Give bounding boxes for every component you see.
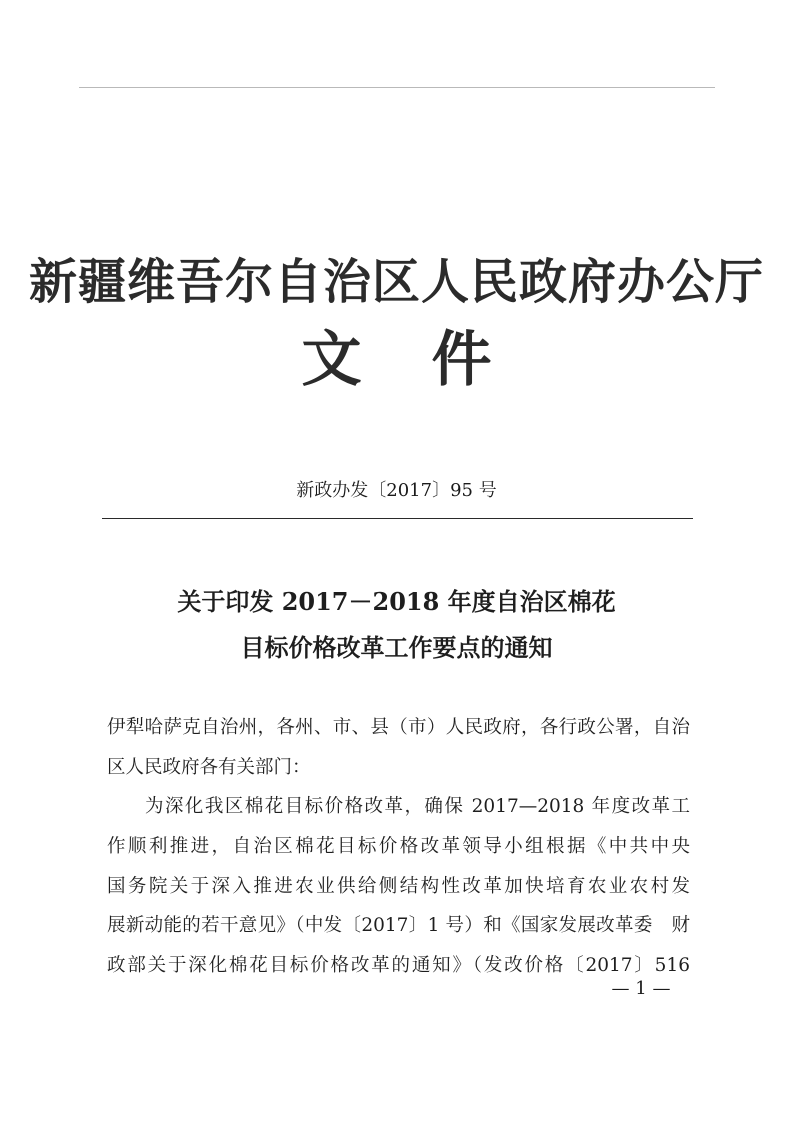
- body-line: 为深化我区棉花目标价格改革，确保 2017—2018 年度改革工: [145, 796, 690, 817]
- document-number: 新政办发〔2017〕95 号: [296, 480, 497, 501]
- body-line: 展新动能的若干意见》（中发〔2017〕1 号）和《国家发展改革委 财: [107, 915, 690, 936]
- issuer-heading: 新疆维吾尔自治区人民政府办公厅: [28, 254, 764, 310]
- page-number: — 1 —: [611, 978, 671, 999]
- body-line: 政部关于深化棉花目标价格改革的通知》（发改价格〔2017〕516: [107, 955, 690, 976]
- header-divider: [102, 518, 693, 519]
- notice-title-line-2: 目标价格改革工作要点的通知: [240, 633, 553, 662]
- body-line: 伊犁哈萨克自治州，各州、市、县（市）人民政府，各行政公署，自治: [107, 717, 690, 738]
- document-type-heading: 文件: [301, 325, 562, 395]
- body-line: 作顺利推进，自治区棉花目标价格改革领导小组根据《中共中央: [107, 836, 690, 857]
- notice-title-line-1: 关于印发 2017－2018 年度自治区棉花: [177, 587, 616, 616]
- body-line: 区人民政府各有关部门：: [107, 757, 311, 778]
- top-divider: [79, 87, 715, 88]
- body-line: 国务院关于深入推进农业供给侧结构性改革加快培育农业农村发: [107, 876, 690, 897]
